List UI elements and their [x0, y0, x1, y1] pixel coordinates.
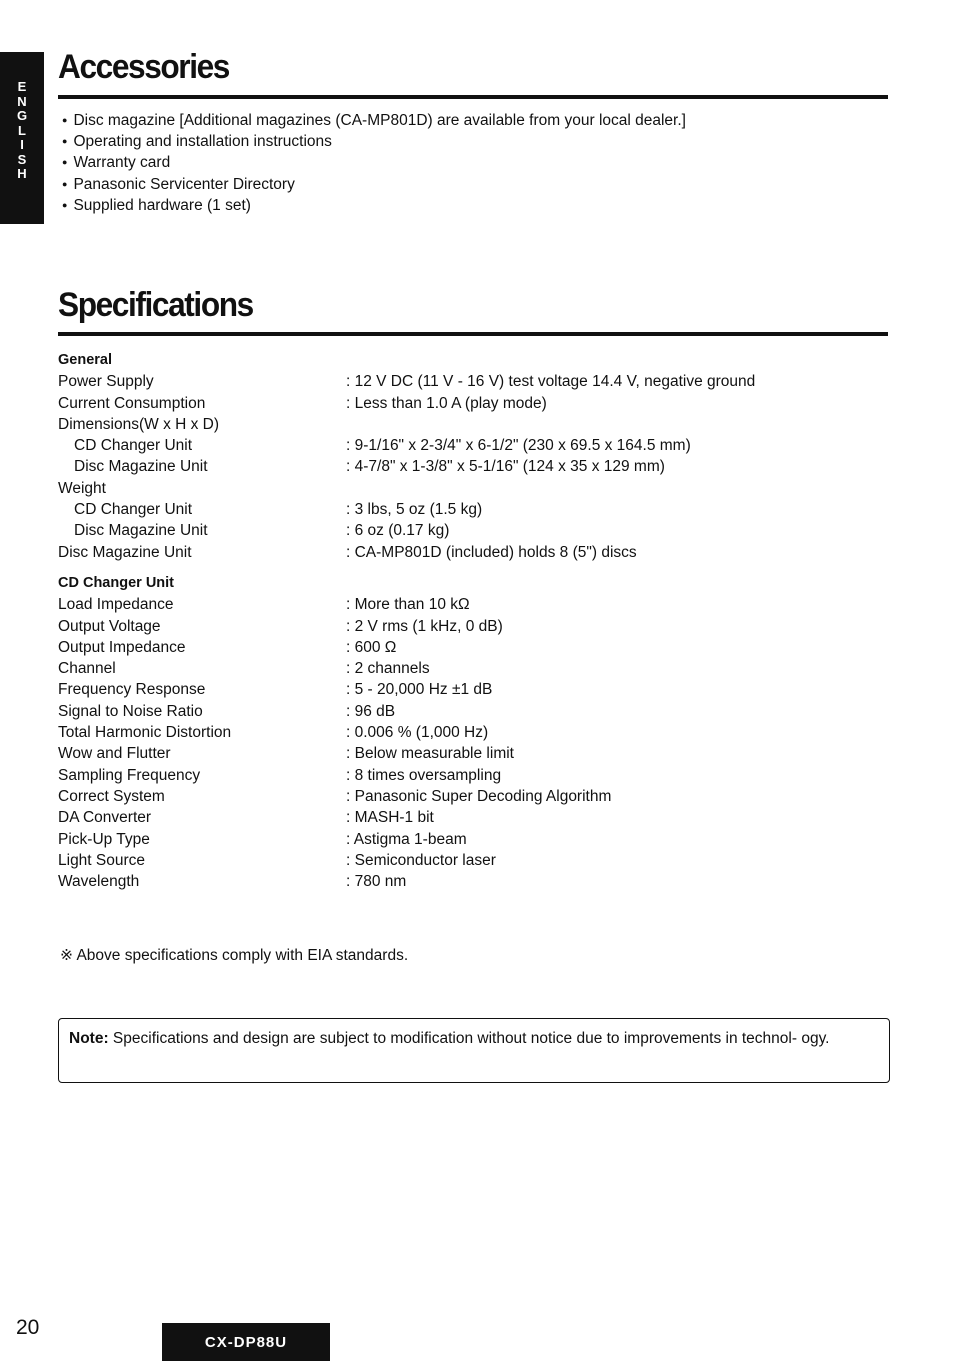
- spec-value: : More than 10 kΩ: [346, 596, 470, 614]
- table-row: [58, 743, 888, 764]
- table-row: [58, 765, 888, 786]
- spec-label: Correct System: [58, 787, 165, 805]
- table-row: [58, 594, 888, 615]
- table-row: [58, 542, 888, 563]
- table-row: [58, 679, 888, 700]
- spec-value: : MASH-1 bit: [346, 809, 434, 827]
- table-row: [58, 658, 888, 679]
- table-row: [58, 722, 888, 743]
- language-letter: E: [17, 79, 27, 94]
- spec-label: Current Consumption: [58, 394, 206, 412]
- table-row: [58, 393, 888, 414]
- spec-value: : 96 dB: [346, 702, 396, 720]
- accessories-rule: [58, 95, 888, 99]
- spec-value: : 12 V DC (11 V - 16 V) test voltage 14.4 V, negative ground: [346, 373, 756, 391]
- list-item: ● Panasonic Servicenter Directory: [62, 174, 686, 195]
- spec-value: : 9-1/16" x 2-3/4" x 6-1/2" (230 x 69.5 x 164.5 mm): [346, 437, 691, 455]
- spec-value: : 780 nm: [346, 873, 407, 891]
- footnote: ※ Above specifications comply with EIA standards.: [60, 947, 409, 964]
- model-label: CX-DP88U: [162, 1323, 330, 1361]
- spec-value: : 3 lbs, 5 oz (1.5 kg): [346, 501, 483, 519]
- accessories-list: [62, 110, 686, 216]
- table-row: [58, 807, 888, 828]
- spec-value: : 600 Ω: [346, 638, 397, 656]
- list-item: ● Supplied hardware (1 set): [62, 195, 686, 216]
- table-row: [58, 829, 888, 850]
- spec-value: : 2 channels: [346, 660, 430, 678]
- spec-value: : 8 times oversampling: [346, 766, 502, 784]
- section-heading-general: General: [58, 352, 112, 368]
- language-tab: [0, 52, 44, 224]
- spec-value: : 5 - 20,000 Hz ±1 dB: [346, 681, 493, 699]
- table-row: [58, 520, 888, 541]
- spec-label: Power Supply: [58, 373, 154, 391]
- spec-label: Frequency Response: [58, 681, 206, 699]
- list-item: ● Disc magazine [Additional magazines (CA-MP801D) are available from your local dealer.]: [62, 110, 686, 131]
- spec-label: CD Changer Unit: [74, 437, 193, 455]
- spec-value: : Astigma 1-beam: [346, 830, 467, 848]
- table-row: [58, 871, 888, 892]
- specifications-rule: [58, 332, 888, 336]
- spec-value: : 4-7/8" x 1-3/8" x 5-1/16" (124 x 35 x 129 mm): [346, 458, 665, 476]
- spec-label: Disc Magazine Unit: [74, 458, 208, 476]
- table-row: [58, 499, 888, 520]
- spec-value: : 6 oz (0.17 kg): [346, 522, 450, 540]
- spec-value: : CA-MP801D (included) holds 8 (5") discs: [346, 543, 637, 561]
- note-label: Note:: [69, 1030, 109, 1047]
- spec-value: : 2 V rms (1 kHz, 0 dB): [346, 617, 503, 635]
- section-heading-cd-changer: CD Changer Unit: [58, 574, 174, 591]
- spec-label: Total Harmonic Distortion: [58, 724, 232, 742]
- spec-label: Light Source: [58, 851, 146, 869]
- spec-label: Load Impedance: [58, 596, 174, 614]
- spec-label: Output Impedance: [58, 638, 186, 656]
- spec-label: DA Converter: [58, 809, 152, 827]
- spec-label: Disc Magazine Unit: [74, 522, 208, 540]
- specifications-title: Specifications: [58, 286, 253, 324]
- spec-value: : Semiconductor laser: [346, 851, 496, 869]
- spec-label: Wavelength: [58, 873, 140, 891]
- language-letter: N: [17, 93, 27, 109]
- spec-label: Sampling Frequency: [58, 766, 201, 784]
- table-row: [58, 478, 888, 499]
- language-letter: G: [16, 108, 28, 123]
- list-item: ● Operating and installation instructions: [62, 131, 686, 152]
- spec-label: Signal to Noise Ratio: [58, 702, 203, 720]
- spec-label: Disc Magazine Unit: [58, 543, 192, 561]
- spec-label: Output Voltage: [58, 617, 161, 635]
- spec-label: Pick-Up Type: [58, 830, 150, 848]
- table-row: [58, 850, 888, 871]
- language-letter: I: [20, 137, 24, 152]
- table-row: [58, 637, 888, 658]
- table-row: [58, 435, 888, 456]
- spec-label: Weight: [58, 479, 106, 497]
- spec-value: : Below measurable limit: [346, 745, 514, 763]
- note-box: [58, 1018, 890, 1083]
- table-row: [58, 414, 888, 435]
- list-item: ● Warranty card: [62, 152, 686, 173]
- language-letter: L: [18, 122, 26, 138]
- table-row: [58, 701, 888, 722]
- table-row: [58, 371, 888, 392]
- section-gap: [58, 563, 888, 573]
- specifications-table: [58, 350, 888, 892]
- accessories-title: Accessories: [58, 48, 230, 86]
- note-text: Specifications and design are subject to modification without notice due to improvements in technol- ogy.: [108, 1030, 830, 1047]
- spec-value: : 0.006 % (1,000 Hz): [346, 724, 489, 742]
- spec-label: Channel: [58, 660, 116, 678]
- language-letter: H: [17, 166, 27, 181]
- table-row: [58, 616, 888, 637]
- language-letter: S: [17, 151, 27, 167]
- spec-label: Dimensions(W x H x D): [58, 415, 220, 433]
- spec-value: : Less than 1.0 A (play mode): [346, 394, 547, 412]
- spec-label: CD Changer Unit: [74, 501, 193, 519]
- page-number: 20: [16, 1316, 40, 1339]
- table-row: [58, 786, 888, 807]
- spec-label: Wow and Flutter: [58, 745, 171, 763]
- table-row: [58, 456, 888, 477]
- spec-value: : Panasonic Super Decoding Algorithm: [346, 787, 612, 805]
